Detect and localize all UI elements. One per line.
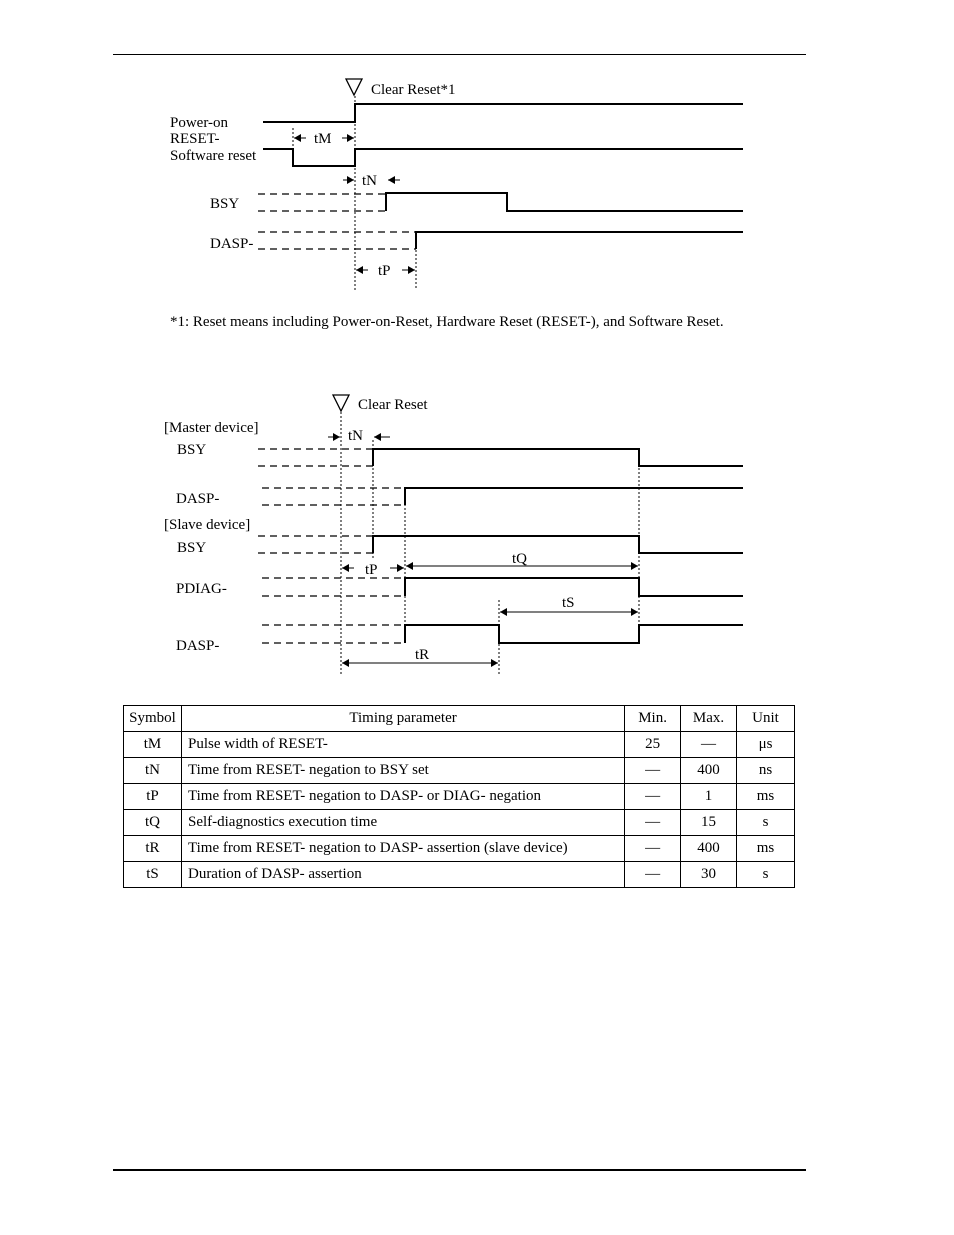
table-row xyxy=(124,836,795,862)
min-cell: — xyxy=(625,784,681,810)
ts-label: tS xyxy=(562,595,575,611)
table-row xyxy=(124,732,795,758)
tp-label: tP xyxy=(378,263,391,279)
slave-dasp-label: DASP- xyxy=(176,638,220,654)
timing-parameter-table xyxy=(123,705,795,888)
clear-reset-label: Clear Reset xyxy=(358,397,428,413)
table-row xyxy=(124,862,795,888)
tp-label: tP xyxy=(365,562,378,578)
symbol-cell: tM xyxy=(124,732,182,758)
max-cell: 400 xyxy=(681,758,737,784)
slave-bsy-label: BSY xyxy=(177,540,207,556)
tr-label: tR xyxy=(415,647,430,663)
parameter-cell: Time from RESET- negation to DASP- assertion (slave device) xyxy=(181,836,624,862)
power-on-label: Power-on xyxy=(170,115,229,131)
master-dasp-signal xyxy=(405,488,743,505)
parameter-cell: Self-diagnostics execution time xyxy=(181,810,624,836)
master-device-heading: [Master device] xyxy=(164,420,259,436)
pdiag-label: PDIAG- xyxy=(176,581,227,597)
dasp-signal xyxy=(416,232,743,249)
max-header: Max. xyxy=(681,706,737,732)
parameter-cell: Time from RESET- negation to BSY set xyxy=(181,758,624,784)
table-row xyxy=(124,758,795,784)
pdiag-signal xyxy=(405,578,743,596)
max-cell: 15 xyxy=(681,810,737,836)
master-bsy-signal xyxy=(373,449,743,466)
parameter-cell: Pulse width of RESET- xyxy=(181,732,624,758)
power-on-signal xyxy=(263,104,743,122)
unit-cell: ms xyxy=(737,784,795,810)
reset-label: RESET- xyxy=(170,131,220,147)
slave-bsy-signal xyxy=(373,536,743,553)
footer-rule xyxy=(113,1169,806,1171)
master-dasp-label: DASP- xyxy=(176,491,220,507)
parameter-cell: Time from RESET- negation to DASP- or DIAG- negation xyxy=(181,784,624,810)
symbol-header: Symbol xyxy=(124,706,182,732)
slave-dasp-signal xyxy=(405,625,743,643)
slave-device-heading: [Slave device] xyxy=(164,517,251,533)
clear-reset-marker-icon xyxy=(333,395,349,411)
clear-reset-label: Clear Reset*1 xyxy=(371,82,456,98)
master-slave-timing-diagram xyxy=(0,380,954,700)
symbol-cell: tN xyxy=(124,758,182,784)
tn-label: tN xyxy=(362,173,377,189)
min-cell: — xyxy=(625,758,681,784)
min-cell: 25 xyxy=(625,732,681,758)
software-reset-label: Software reset xyxy=(170,148,257,164)
max-cell: 400 xyxy=(681,836,737,862)
symbol-cell: tP xyxy=(124,784,182,810)
unit-cell: ns xyxy=(737,758,795,784)
min-header: Min. xyxy=(625,706,681,732)
max-cell: 30 xyxy=(681,862,737,888)
unit-cell: μs xyxy=(737,732,795,758)
min-cell: — xyxy=(625,862,681,888)
table-header-row xyxy=(124,706,795,732)
master-bsy-label: BSY xyxy=(177,442,207,458)
parameter-cell: Duration of DASP- assertion xyxy=(181,862,624,888)
unit-cell: s xyxy=(737,810,795,836)
clear-reset-marker-icon xyxy=(346,79,362,95)
symbol-cell: tR xyxy=(124,836,182,862)
parameter-header: Timing parameter xyxy=(181,706,624,732)
footnote: *1: Reset means including Power-on-Reset, Hardware Reset (RESET-), and Software Reset. xyxy=(170,314,724,330)
tm-label: tM xyxy=(314,131,332,147)
tn-label: tN xyxy=(348,428,363,444)
unit-header: Unit xyxy=(737,706,795,732)
unit-cell: ms xyxy=(737,836,795,862)
tq-label: tQ xyxy=(512,551,527,567)
reset-timing-diagram xyxy=(0,0,954,340)
symbol-cell: tS xyxy=(124,862,182,888)
reset-signal xyxy=(263,149,743,166)
min-cell: — xyxy=(625,836,681,862)
table-row xyxy=(124,784,795,810)
max-cell: — xyxy=(681,732,737,758)
min-cell: — xyxy=(625,810,681,836)
symbol-cell: tQ xyxy=(124,810,182,836)
table-row xyxy=(124,810,795,836)
max-cell: 1 xyxy=(681,784,737,810)
unit-cell: s xyxy=(737,862,795,888)
bsy-signal xyxy=(386,193,743,211)
bsy-label: BSY xyxy=(210,196,240,212)
dasp-label: DASP- xyxy=(210,236,254,252)
